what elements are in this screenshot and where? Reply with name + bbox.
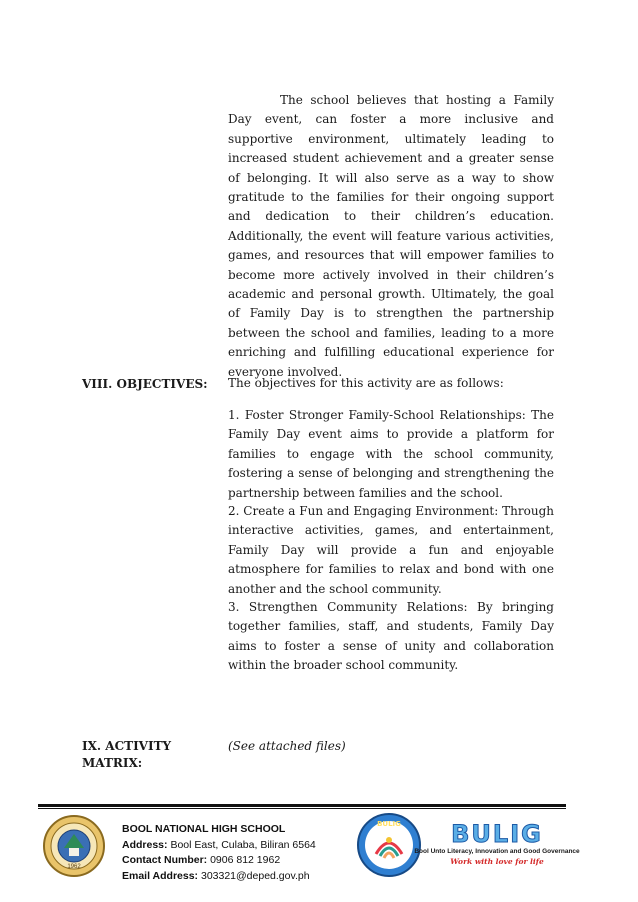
email-value: 303321@deped.gov.ph xyxy=(200,869,310,882)
intro-paragraph: The school believes that hosting a Family Day event, can foster a more inclusive and supportive environment, ultimately leading to increased student achievement and a greater sense of belonging. It will also serve as a way to show gratitude to the families for their ongoing support and dedication to their children’s education. Additionally, the event will feature various activities, games, and resources that will empower families to become more actively involved in their children’s academic and personal growth. Ultimately, the goal of Family Day is to strengthen the partnership between the school and families, leading to a more enriching and fulfilling educational experience for everyone involved. xyxy=(228,93,554,379)
bulig-wordmark-logo xyxy=(414,820,580,870)
footer-divider-thin xyxy=(38,808,566,809)
bulig-round-logo xyxy=(356,812,422,878)
address-label: Address: xyxy=(122,838,168,851)
school-name: BOOL NATIONAL HIGH SCHOOL xyxy=(122,823,286,835)
svg-text:1962: 1962 xyxy=(67,864,81,870)
contact-label: Contact Number: xyxy=(122,854,208,866)
bulig-subtitle: Bool Unto Literacy, Innovation and Good Governance xyxy=(414,848,580,855)
objective-item-1: 1. Foster Stronger Family-School Relationships: The Family Day event aims to provide a platform for families to engage with the school community, fostering a sense of belonging and strengthening the partnership between families and the school. xyxy=(228,408,554,500)
contact-value: 0906 812 1962 xyxy=(210,854,281,866)
bulig-word: BULIG xyxy=(451,820,543,848)
school-seal-logo xyxy=(42,814,106,878)
activity-matrix-label-line2: MATRIX: xyxy=(82,756,143,770)
email-label: Email Address: xyxy=(122,869,199,882)
school-contact-block xyxy=(122,822,316,884)
address-value: Bool East, Culaba, Biliran 6564 xyxy=(170,838,316,851)
objectives-label: VIII. OBJECTIVES: xyxy=(82,377,208,391)
objective-item-2: 2. Create a Fun and Engaging Environment: Through interactive activities, games, and entertainment, Family Day will provide a fun and enjoyable atmosphere for families to relax and bond with one another and the school community. xyxy=(228,504,554,596)
objectives-intro: The objectives for this activity are as follows: xyxy=(228,376,504,390)
objective-item-3: 3. Strengthen Community Relations: By bringing together families, staff, and students, Family Day aims to foster a sense of unity and collaboration within the broader school community. xyxy=(228,600,554,673)
footer-divider xyxy=(38,804,566,807)
activity-matrix-value: (See attached files) xyxy=(228,739,346,753)
bulig-tagline: Work with love for life xyxy=(450,857,544,866)
svg-text:BULIG: BULIG xyxy=(377,820,401,828)
activity-matrix-label-line1: IX. ACTIVITY xyxy=(82,739,172,753)
activity-matrix-label xyxy=(82,738,202,772)
